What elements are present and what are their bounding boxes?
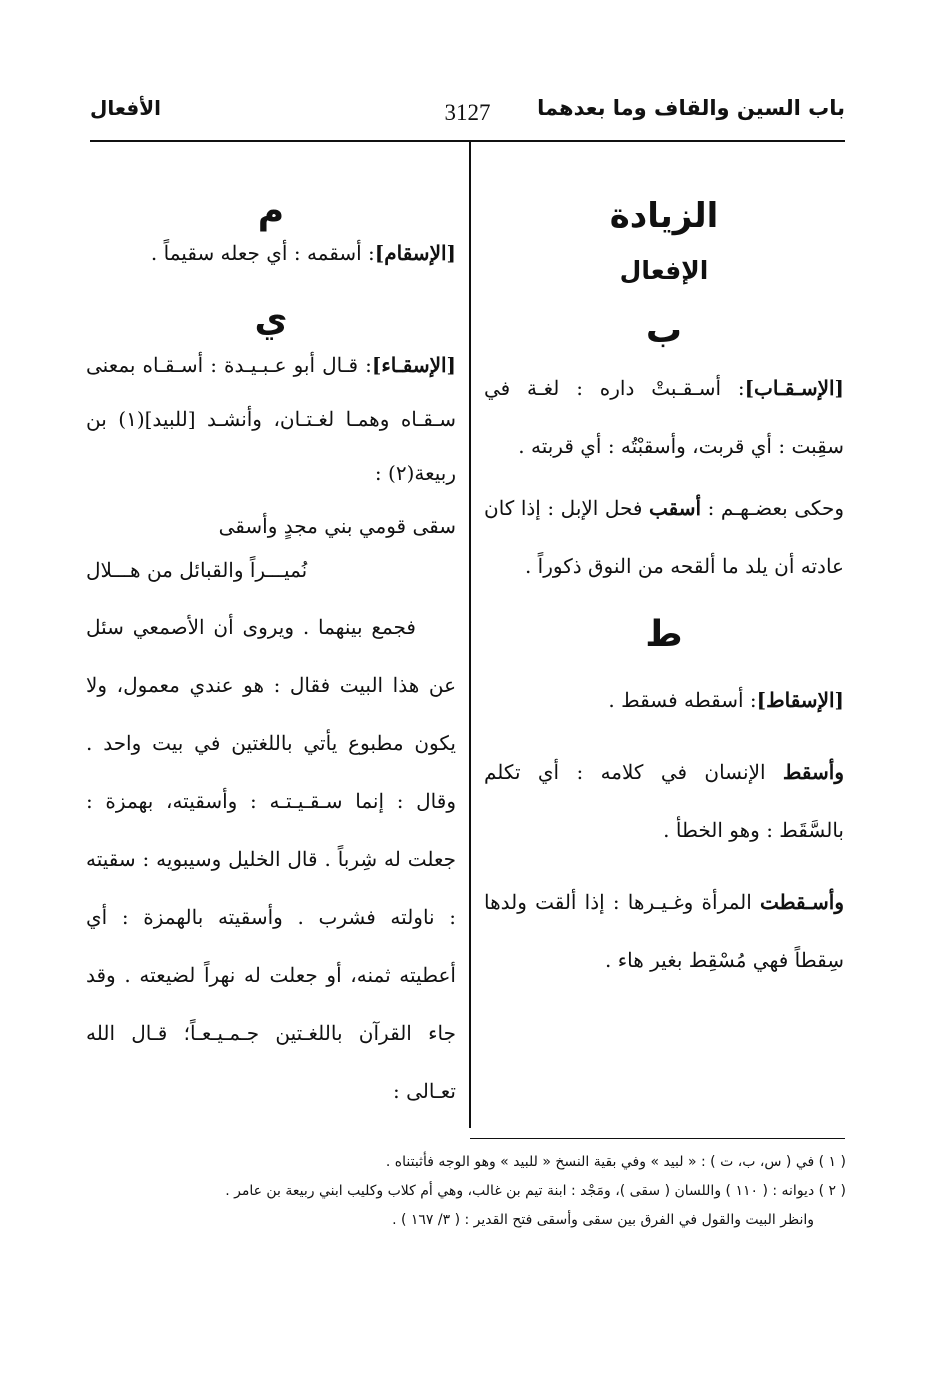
entry-isqa-cont: فجمع بينهما . ويروى أن الأصمعي سئل عن هذا البيت فقال : هو عندي معمول، ولا يكون مطبوع يأتي باللغتين في بيت واحد . وقال : إنما سـقـيـتـه : وأسقيته، بهمزة : جعلت له شِرباً . قال الخليل وسيبويه : سقيته : ناولته فشرب . وأسقيته بالهمزة : أي أعطيته ثمنه، أو جعلت له نهراً لضيعته . وقد جاء القرآن باللغـتين جـمـيـعـاً؛ قـال الله تعـالى : [86,615,456,1103]
headword: وأسقط [782,760,844,784]
footnote-2-cont: وانظر البيت والقول في الفرق بين سقى وأسقى فتح القدير : ( ٣/ ١٦٧ ) . [392,1212,814,1228]
entry-text: الإنسان في كلامه : أي تكلم بالسَّقَط : وهو الخطأ . [484,760,844,842]
entry-isqab-2 [484,479,844,595]
entry-isqat [484,671,844,729]
poem-verse-1: سقى قومي بني مجدٍ وأسقى [218,514,456,538]
entry-text: : أسقمه : أي جعله سقيماً . [150,241,375,265]
letter-heading-b: ب [645,310,683,351]
section-subtitle: الإفعال [619,256,709,285]
letter-heading-y: ي [254,299,288,340]
entry-text: : أسقطه فسقط . [608,688,757,712]
headword: وأسـقطت [760,890,844,914]
entry-text: : قـال أبو عـبـيـدة : أسـقـاه بمعنى سـقـاه وهمـا لغـتـان، وأنشـد [للبيد](١) بن ربيعة(٢) : [86,353,456,485]
poem-verse-2: نُميـــراً والقبائل من هـــلال [86,558,308,582]
entry-isqa [86,338,456,500]
footnote-1: ( ١ ) في ( س، ب، ت ) : « لبيد » وفي بقية النسخ « للبيد » وهو الوجه فأثبتناه . [385,1154,846,1170]
entry-isqam [86,230,456,276]
headword: أسقب [649,496,702,520]
section-title: الزيادة [609,196,719,236]
footnote-rule [470,1138,845,1139]
entry-isqat-2 [484,743,844,859]
footnote-2: ( ٢ ) ديوانه : ( ١١٠ ) واللسان ( سقى )، ومَجْد : ابنة تيم بن غالب، وهي أم كلاب وكليب ابني ربيعة بن عامر . [225,1183,846,1199]
entry-text: المرأة وغـيـرها : إذا ألقت ولدها سِقطاً فهي مُسْقِط بغير هاء . [484,890,844,972]
page-header [90,96,845,140]
entry-isqat-3 [484,873,844,989]
column-divider [469,142,471,1128]
page-number: 3127 [444,100,491,125]
headword: [الإسقام] [374,241,456,265]
headword: [الإسقاط] [756,688,844,712]
letter-heading-m: م [257,191,285,232]
entry-isqab [484,359,844,475]
headword: [الإسـقـاب] [744,376,844,400]
headword: [الإسقـاء] [371,353,456,377]
letter-heading-t: ط [645,614,683,655]
entry-text: فحل الإبل : إذا كان عادته أن يلد ما ألقحه من النوق ذكوراً . [484,496,844,578]
right-column [484,150,844,989]
header-rule [90,140,845,142]
left-column [86,150,456,1120]
entry-text: : أسـقـبتْ داره : لغـة في سقِبت : أي قربت، وأسقبْتُه : أي قربته . [484,376,844,458]
entry-text: وحكى بعضـهـم : [701,496,844,520]
footnotes [86,1148,846,1235]
running-title-left: الأفعال [90,96,161,120]
running-title-right: باب السين والقاف وما بعدهما [537,96,845,120]
